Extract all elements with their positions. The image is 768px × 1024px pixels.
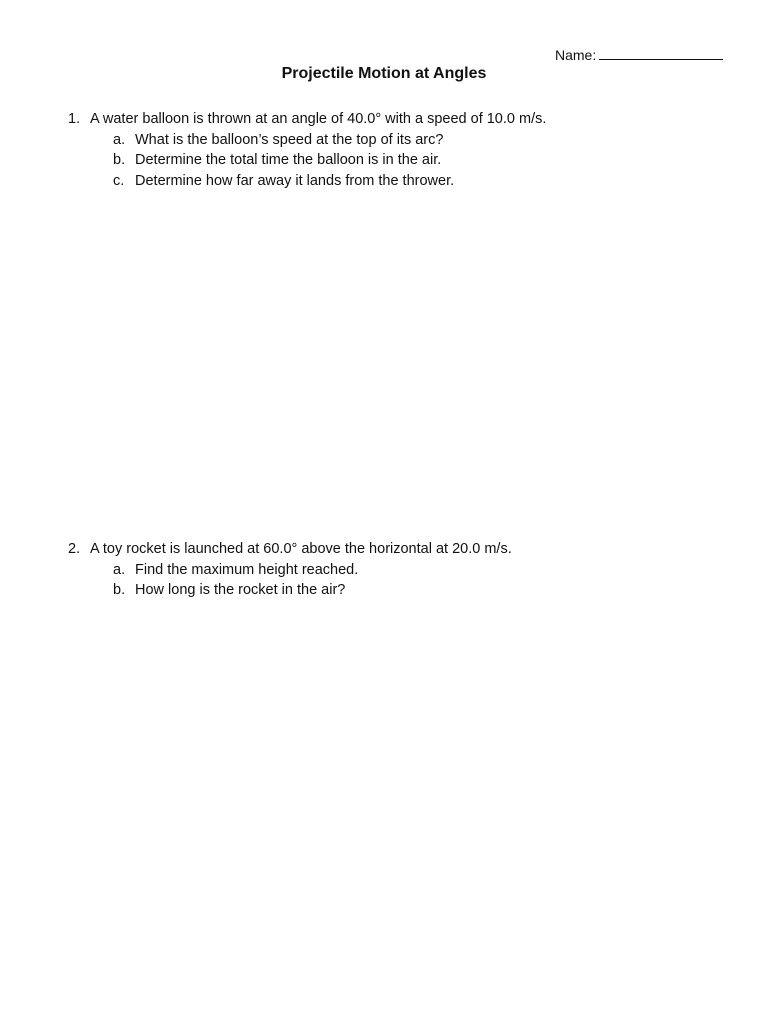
question-number: 2. — [68, 541, 81, 557]
worksheet-title: Projectile Motion at Angles — [281, 65, 487, 82]
question-text: A water balloon is thrown at an angle of 40.0° with a speed of 10.0 m/s. — [90, 111, 547, 127]
part-text: How long is the rocket in the air? — [135, 582, 346, 598]
part-text: Determine how far away it lands from the thrower. — [135, 172, 455, 189]
question-1-part-c — [113, 171, 546, 192]
question-1-part-b — [113, 150, 546, 171]
part-text: Determine the total time the balloon is in the air. — [135, 152, 442, 168]
question-2-part-b — [113, 580, 512, 601]
question-number: 1. — [68, 111, 81, 127]
part-text: Find the maximum height reached. — [135, 561, 359, 578]
part-letter: c. — [113, 172, 125, 189]
question-1-part-a — [113, 130, 546, 151]
part-letter: b. — [113, 152, 126, 168]
question-1 — [68, 109, 546, 191]
part-letter: b. — [113, 582, 126, 598]
question-text: A toy rocket is launched at 60.0° above the horizontal at 20.0 m/s. — [90, 541, 512, 557]
part-text: What is the balloon’s speed at the top of its arc? — [135, 131, 444, 148]
name-field — [555, 45, 723, 63]
name-blank-line — [599, 45, 723, 60]
question-2-part-a — [113, 560, 512, 581]
name-label: Name: — [555, 47, 597, 63]
part-letter: a. — [113, 131, 126, 148]
question-2 — [68, 539, 512, 601]
part-letter: a. — [113, 561, 126, 578]
